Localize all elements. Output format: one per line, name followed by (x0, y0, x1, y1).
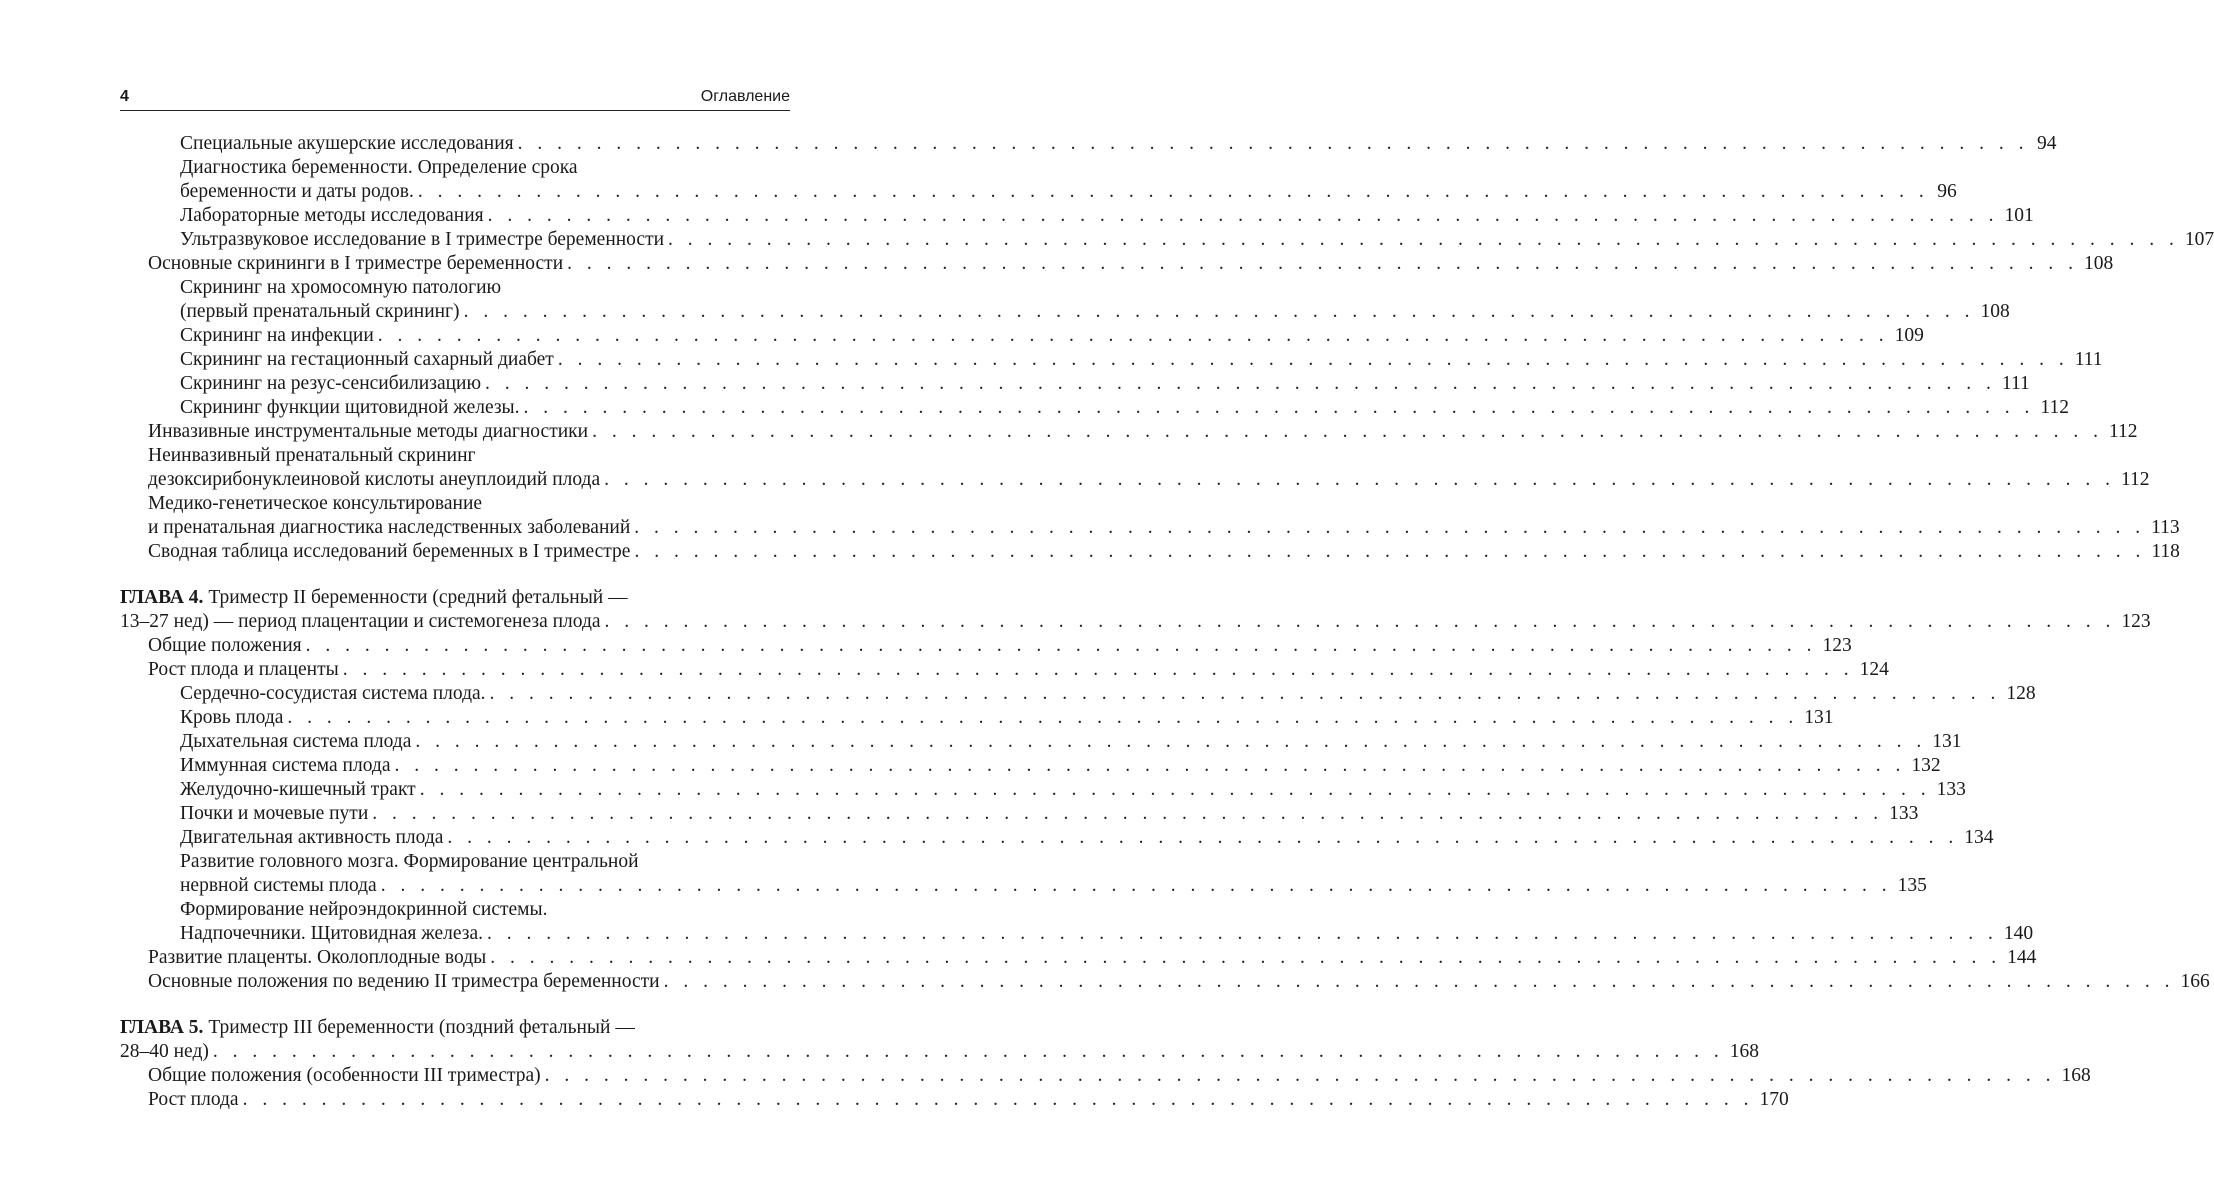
toc-page-number: 109 (1894, 325, 1924, 346)
running-head (120, 88, 790, 111)
toc-page-number: 135 (1897, 875, 1927, 896)
toc-page-number: 108 (2084, 253, 2114, 274)
dot-leader: . . . . . . . . . . . . . . . . . . . . . . . . . . . . . . . . . . . . . . . . . . . . . . . . . . . . . . . . . . . . . . . . . . . . . . . . . . . . . (668, 229, 2179, 250)
dot-leader: . . . . . . . . . . . . . . . . . . . . . . . . . . . . . . . . . . . . . . . . . . . . . . . . . . . . . . . . . . . . . . . . . . . . . . . . . . . . . (517, 133, 2029, 154)
toc-entry[interactable] (120, 420, 2138, 444)
toc-entry[interactable] (120, 634, 1852, 658)
toc-entry-title: Основные положения по ведению II триместра беременности (148, 971, 660, 992)
toc-page-number: 133 (1936, 779, 1966, 800)
toc-entry-title: Формирование нейроэндокринной системы. (180, 899, 548, 920)
toc-entry-title: дезоксирибонуклеиновой кислоты анеуплоидий плода (148, 469, 601, 490)
toc-page-number: 112 (2040, 397, 2069, 418)
dot-leader: . . . . . . . . . . . . . . . . . . . . . . . . . . . . . . . . . . . . . . . . . . . . . . . . . . . . . . . . . . . . . . . . . . . . . . . . . . . . . (604, 611, 2116, 632)
table-of-contents (120, 132, 2214, 1112)
toc-entry[interactable] (120, 970, 2210, 994)
page-number: 4 (120, 88, 129, 105)
chapter-label: ГЛАВА 5. (120, 1017, 204, 1038)
dot-leader: . . . . . . . . . . . . . . . . . . . . . . . . . . . . . . . . . . . . . . . . . . . . . . . . . . . . . . . . . . . . . . . . . . . . . . . . . . . . . (242, 1089, 1754, 1110)
toc-page-number: 113 (2151, 517, 2180, 538)
dot-leader: . . . . . . . . . . . . . . . . . . . . . . . . . . . . . . . . . . . . . . . . . . . . . . . . . . . . . . . . . . . . . . . . . . . . . . . . . . . . . (287, 707, 1799, 728)
toc-entry-title: Лабораторные методы исследования (180, 205, 484, 226)
dot-leader: . . . . . . . . . . . . . . . . . . . . . . . . . . . . . . . . . . . . . . . . . . . . . . . . . . . . . . . . . . . . . . . . . . . . . . . . . . . . . (377, 325, 1889, 346)
toc-entry-title: Рост плода и плаценты (148, 659, 339, 680)
toc-entry-title: 13–27 нед) — период плацентации и системогенеза плода (120, 611, 601, 632)
dot-leader: . . . . . . . . . . . . . . . . . . . . . . . . . . . . . . . . . . . . . . . . . . . . . . . . . . . . . . . . . . . . . . . . . . . . . . . . . . . . . (447, 827, 1959, 848)
toc-page-number: 144 (2007, 947, 2037, 968)
dot-leader: . . . . . . . . . . . . . . . . . . . . . . . . . . . . . . . . . . . . . . . . . . . . . . . . . . . . . . . . . . . . . . . . . . . . . . . . . . . . . (212, 1041, 1724, 1062)
toc-entry-title: Скрининг функции щитовидной железы. (180, 397, 520, 418)
toc-page-number: 94 (2036, 133, 2057, 154)
toc-page-number: 131 (1932, 731, 1962, 752)
toc-page-number: 124 (1859, 659, 1889, 680)
toc-entry-title: Кровь плода (180, 707, 284, 728)
toc-page-number: 140 (2003, 923, 2034, 944)
toc-entry-title: Желудочно-кишечный тракт (180, 779, 416, 800)
toc-entry[interactable] (120, 1088, 1789, 1112)
toc-chapter-entry[interactable] (120, 586, 2151, 634)
toc-entry[interactable] (120, 156, 1957, 204)
toc-entry-title: и пренатальная диагностика наследственных заболеваний (148, 517, 631, 538)
toc-entry-title: Скрининг на резус-сенсибилизацию (180, 373, 482, 394)
toc-entry-title: Дыхательная система плода (180, 731, 412, 752)
toc-entry-title: ГЛАВА 4. Триместр II беременности (средний фетальный — (120, 587, 628, 608)
toc-page-number: 112 (2121, 469, 2150, 490)
toc-page-number: 123 (2121, 611, 2151, 632)
toc-entry[interactable] (120, 946, 2037, 970)
dot-leader: . . . . . . . . . . . . . . . . . . . . . . . . . . . . . . . . . . . . . . . . . . . . . . . . . . . . . . . . . . . . . . . . . . . . . . . . . . . . . (567, 253, 2079, 274)
toc-page-number: 101 (2004, 205, 2034, 226)
dot-leader: . . . . . . . . . . . . . . . . . . . . . . . . . . . . . . . . . . . . . . . . . . . . . . . . . . . . . . . . . . . . . . . . . . . . . . . . . . . . . (523, 397, 2035, 418)
toc-page-number: 166 (2180, 971, 2210, 992)
toc-page-number: 132 (1911, 755, 1941, 776)
dot-leader: . . . . . . . . . . . . . . . . . . . . . . . . . . . . . . . . . . . . . . . . . . . . . . . . . . . . . . . . . . . . . . . . . . . . . . . . . . . . . (634, 517, 2146, 538)
toc-entry[interactable] (120, 228, 2214, 252)
toc-page-number: 96 (1937, 181, 1957, 202)
toc-entry[interactable] (120, 372, 2030, 396)
dot-leader: . . . . . . . . . . . . . . . . . . . . . . . . . . . . . . . . . . . . . . . . . . . . . . . . . . . . . . . . . . . . . . . . . . . . . . . . . . . . . (415, 731, 1927, 752)
toc-entry[interactable] (120, 492, 2180, 540)
dot-leader: . . . . . . . . . . . . . . . . . . . . . . . . . . . . . . . . . . . . . . . . . . . . . . . . . . . . . . . . . . . . . . . . . . . . . . . . . . . . . (604, 469, 2116, 490)
toc-entry[interactable] (120, 540, 2180, 564)
toc-entry-title: 28–40 нед) (120, 1041, 209, 1062)
dot-leader: . . . . . . . . . . . . . . . . . . . . . . . . . . . . . . . . . . . . . . . . . . . . . . . . . . . . . . . . . . . . . . . . . . . . . . . . . . . . . (394, 755, 1906, 776)
toc-entry-title: Надпочечники. Щитовидная железа. (180, 923, 484, 944)
toc-page-number: 170 (1759, 1089, 1789, 1110)
toc-entry-title: Иммунная система плода (180, 755, 391, 776)
toc-entry[interactable] (120, 324, 1924, 348)
dot-leader: . . . . . . . . . . . . . . . . . . . . . . . . . . . . . . . . . . . . . . . . . . . . . . . . . . . . . . . . . . . . . . . . . . . . . . . . . . . . . (592, 421, 2103, 442)
toc-entry[interactable] (120, 754, 1941, 778)
toc-entry[interactable] (120, 730, 1962, 754)
toc-page-number: 134 (1964, 827, 1994, 848)
dot-leader: . . . . . . . . . . . . . . . . . . . . . . . . . . . . . . . . . . . . . . . . . . . . . . . . . . . . . . . . . . . . . . . . . . . . . . . . . . . . . (342, 659, 1854, 680)
dot-leader: . . . . . . . . . . . . . . . . . . . . . . . . . . . . . . . . . . . . . . . . . . . . . . . . . . . . . . . . . . . . . . . . . . . . . . . . . . . . . (489, 683, 2001, 704)
chapter-label: ГЛАВА 4. (120, 587, 204, 608)
toc-entry-title: Ультразвуковое исследование в I триместре беременности (180, 229, 665, 250)
toc-entry-title: Рост плода (148, 1089, 239, 1110)
toc-page-number: 131 (1804, 707, 1834, 728)
toc-entry[interactable] (120, 348, 2103, 372)
dot-leader: . . . . . . . . . . . . . . . . . . . . . . . . . . . . . . . . . . . . . . . . . . . . . . . . . . . . . . . . . . . . . . . . . . . . . . . . . . . . . (557, 349, 2069, 370)
toc-entry-title: Скрининг на гестационный сахарный диабет (180, 349, 554, 370)
dot-leader: . . . . . . . . . . . . . . . . . . . . . . . . . . . . . . . . . . . . . . . . . . . . . . . . . . . . . . . . . . . . . . . . . . . . . . . . . . . . . (663, 971, 2175, 992)
toc-page-number: 123 (1822, 635, 1852, 656)
toc-entry[interactable] (120, 778, 1966, 802)
toc-entry[interactable] (120, 396, 2069, 420)
section-title: Оглавление (700, 88, 790, 105)
toc-entry[interactable] (120, 898, 2034, 946)
toc-page-number: 168 (2061, 1065, 2091, 1086)
toc-chapter-entry[interactable] (120, 1016, 1759, 1064)
toc-entry[interactable] (120, 802, 1919, 826)
toc-entry-title: Развитие плаценты. Околоплодные воды (148, 947, 487, 968)
toc-entry[interactable] (120, 132, 2057, 156)
toc-entry-title: беременности и даты родов. (180, 181, 414, 202)
toc-entry-title: Скрининг на хромосомную патологию (180, 277, 502, 298)
toc-entry-title: Диагностика беременности. Определение срока (180, 157, 578, 178)
dot-leader: . . . . . . . . . . . . . . . . . . . . . . . . . . . . . . . . . . . . . . . . . . . . . . . . . . . . . . . . . . . . . . . . . . . . . . . . . . . . . (634, 541, 2146, 562)
toc-entry-title: Медико-генетическое консультирование (148, 493, 483, 514)
dot-leader: . . . . . . . . . . . . . . . . . . . . . . . . . . . . . . . . . . . . . . . . . . . . . . . . . . . . . . . . . . . . . . . . . . . . . . . . . . . . . (380, 875, 1892, 896)
dot-leader: . . . . . . . . . . . . . . . . . . . . . . . . . . . . . . . . . . . . . . . . . . . . . . . . . . . . . . . . . . . . . . . . . . . . . . . . . . . . . (417, 181, 1929, 202)
toc-page-number: 108 (1980, 301, 2010, 322)
toc-entry-title: (первый пренатальный скрининг) (180, 301, 460, 322)
toc-page-number: 107 (2184, 229, 2214, 250)
toc-page-number: 111 (2001, 373, 2030, 394)
toc-entry-title: Скрининг на инфекции (180, 325, 374, 346)
toc-entry-title: Сводная таблица исследований беременных в I триместре (148, 541, 631, 562)
toc-entry[interactable] (120, 204, 2034, 228)
toc-entry-title: Неинвазивный пренатальный скрининг (148, 445, 476, 466)
toc-page-number: 133 (1889, 803, 1919, 824)
toc-entry[interactable] (120, 252, 2114, 276)
toc-entry-title: Инвазивные инструментальные методы диагностики (148, 421, 589, 442)
toc-entry[interactable] (120, 276, 2010, 324)
dot-leader: . . . . . . . . . . . . . . . . . . . . . . . . . . . . . . . . . . . . . . . . . . . . . . . . . . . . . . . . . . . . . . . . . . . . . . . . . . . . . (419, 779, 1931, 800)
toc-entry[interactable] (120, 682, 2036, 706)
toc-entry-title: Двигательная активность плода (180, 827, 444, 848)
toc-entry[interactable] (120, 444, 2150, 492)
toc-page-number: 128 (2006, 683, 2036, 704)
dot-leader: . . . . . . . . . . . . . . . . . . . . . . . . . . . . . . . . . . . . . . . . . . . . . . . . . . . . . . . . . . . . . . . . . . . . . . . . . . . . . (305, 635, 1817, 656)
toc-page-number: 168 (1729, 1041, 1759, 1062)
toc-entry[interactable] (120, 826, 1994, 850)
toc-entry-title: Общие положения (особенности III триместра) (148, 1065, 541, 1086)
toc-entry-title: ГЛАВА 5. Триместр III беременности (поздний фетальный — (120, 1017, 635, 1038)
toc-entry-title: Почки и мочевые пути (180, 803, 369, 824)
toc-entry-title: нервной системы плода (180, 875, 377, 896)
dot-leader: . . . . . . . . . . . . . . . . . . . . . . . . . . . . . . . . . . . . . . . . . . . . . . . . . . . . . . . . . . . . . . . . . . . . . . . . . . . . . (490, 947, 2002, 968)
toc-entry-title: Развитие головного мозга. Формирование центральной (180, 851, 639, 872)
toc-page-number: 111 (2074, 349, 2103, 370)
dot-leader: . . . . . . . . . . . . . . . . . . . . . . . . . . . . . . . . . . . . . . . . . . . . . . . . . . . . . . . . . . . . . . . . . . . . . . . . . . . . . (463, 301, 1975, 322)
dot-leader: . . . . . . . . . . . . . . . . . . . . . . . . . . . . . . . . . . . . . . . . . . . . . . . . . . . . . . . . . . . . . . . . . . . . . . . . . . . . . (487, 923, 1998, 944)
toc-entry-title: Общие положения (148, 635, 302, 656)
dot-leader: . . . . . . . . . . . . . . . . . . . . . . . . . . . . . . . . . . . . . . . . . . . . . . . . . . . . . . . . . . . . . . . . . . . . . . . . . . . . . (487, 205, 1999, 226)
toc-entry[interactable] (120, 1064, 2091, 1088)
toc-entry-title: Сердечно-сосудистая система плода. (180, 683, 486, 704)
toc-page-number: 118 (2151, 541, 2180, 562)
toc-page-number: 112 (2108, 421, 2138, 442)
toc-entry-title: Основные скрининги в I триместре беременности (148, 253, 564, 274)
toc-entry[interactable] (120, 850, 1927, 898)
toc-entry[interactable] (120, 706, 1834, 730)
toc-entry[interactable] (120, 658, 1889, 682)
dot-leader: . . . . . . . . . . . . . . . . . . . . . . . . . . . . . . . . . . . . . . . . . . . . . . . . . . . . . . . . . . . . . . . . . . . . . . . . . . . . . (485, 373, 1996, 394)
toc-entry-title: Специальные акушерские исследования (180, 133, 514, 154)
dot-leader: . . . . . . . . . . . . . . . . . . . . . . . . . . . . . . . . . . . . . . . . . . . . . . . . . . . . . . . . . . . . . . . . . . . . . . . . . . . . . (372, 803, 1884, 824)
dot-leader: . . . . . . . . . . . . . . . . . . . . . . . . . . . . . . . . . . . . . . . . . . . . . . . . . . . . . . . . . . . . . . . . . . . . . . . . . . . . . (544, 1065, 2056, 1086)
